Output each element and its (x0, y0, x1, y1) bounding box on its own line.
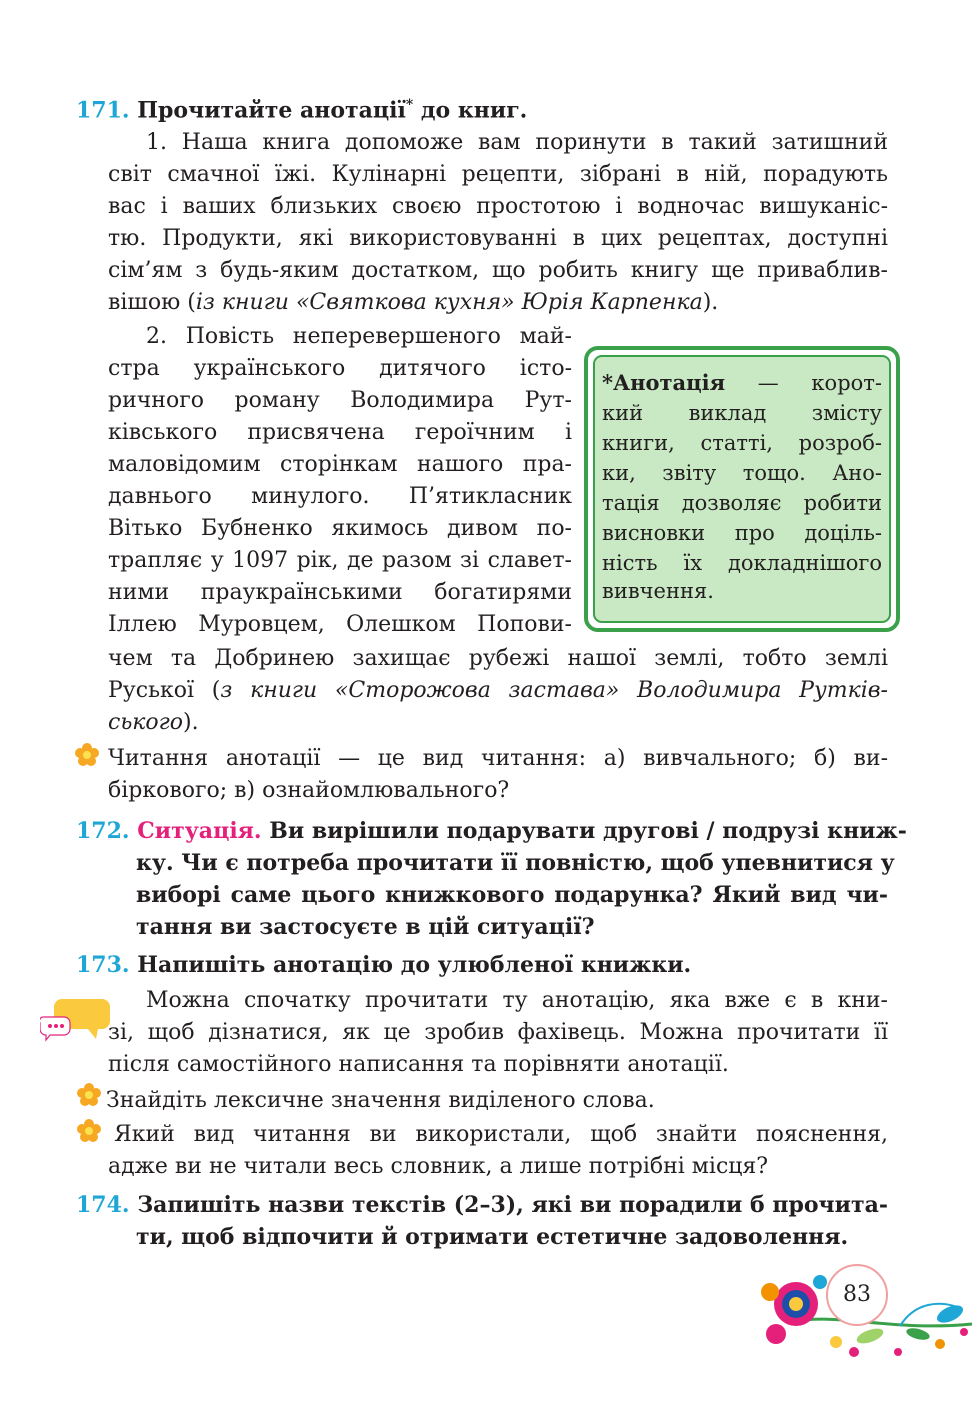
book-source: ського (108, 710, 184, 735)
paragraph-line-source-end (108, 707, 199, 739)
book-source: із книги «Святкова кухня» Юрія Карпенка (195, 290, 703, 315)
paragraph-line: Іллею Муровцем, Олешком Попови- (108, 612, 572, 637)
paragraph-line: маловідомим сторінкам нашого пра- (108, 452, 572, 477)
exercise-number: 171. (76, 97, 130, 124)
paragraph-line: ними праукраїнськими богатирями (108, 580, 572, 605)
note-line: висновки про доціль- (602, 521, 882, 545)
exercise-task: Прочитайте анотації (137, 97, 406, 124)
exercise-task-end: до книг. (413, 97, 528, 124)
note-term: *Анотація (602, 370, 726, 395)
paragraph-line-source (108, 287, 718, 319)
note-line: ність їх докладнішого (602, 551, 882, 575)
text: Ви вирішили подарувати другові / подрузі книж- (269, 818, 907, 844)
exercise-174-line: ти, щоб відпочити й отримати естетичне задоволення. (136, 1224, 849, 1250)
note-line: книги, статті, розроб- (602, 431, 882, 455)
exercise-number: 174. (76, 1192, 130, 1218)
text: — корот- (725, 371, 882, 395)
footnote-mark: * (405, 97, 414, 113)
exercise-171-heading (76, 89, 527, 126)
paragraph-line: трапляє у 1097 рік, де разом зі славет- (108, 548, 572, 573)
question-line: Знайдіть лексичне значення виділеного слова. (106, 1088, 655, 1113)
text: вішою ( (108, 290, 196, 315)
paragraph-line: світ смачної їжі. Кулінарні рецепти, зібрані в ній, порадують (108, 162, 888, 187)
flower-icon (76, 1118, 102, 1144)
note-line: ки, звіту тощо. Ано- (602, 461, 882, 485)
exercise-172-line: виборі саме цього книжкового подарунка? Який вид чи- (136, 882, 888, 908)
text: Запишіть назви текстів (2–3), які ви порадили б прочита- (137, 1192, 888, 1218)
exercise-172-line: тання ви застосуєте в цій ситуації? (136, 914, 595, 940)
paragraph-line: 1. Наша книга допоможе вам поринути в такий затишний (146, 130, 888, 155)
text: Руської ( (108, 678, 221, 703)
paragraph-line: ківського присвячена героїчним і (108, 420, 572, 445)
paragraph-line: давнього минулого. П’ятикласник (108, 484, 572, 509)
note-line: тація дозволяє робити (602, 491, 882, 515)
flower-icon (74, 742, 100, 768)
paragraph-line: тю. Продукти, які використовуванні в цих рецептах, доступні (108, 226, 888, 251)
paragraph-line: зі, щоб дізнатися, як це зробив фахівець. Можна прочитати її (108, 1020, 888, 1045)
question-line: біркового; в) ознайомлювального? (108, 778, 510, 803)
paragraph-line: після самостійного написання та порівняти анотації. (108, 1052, 729, 1077)
exercise-number: 172. (76, 818, 130, 844)
paragraph-line: 2. Повість неперевершеного май- (146, 324, 572, 349)
exercise-task: Напишіть анотацію до улюбленої книжки. (137, 952, 692, 978)
question-line: Який вид читання ви використали, щоб знайти пояснення, (114, 1122, 888, 1147)
paragraph-line: чем та Добринею захищає рубежі нашої землі, тобто землі (108, 646, 888, 671)
question-line: адже ви не читали весь словник, а лише потрібні місця? (108, 1154, 769, 1179)
flower-icon (76, 1082, 102, 1108)
situation-label: Ситуація. (137, 818, 262, 844)
note-line: вивчення. (602, 579, 714, 603)
exercise-number: 173. (76, 952, 130, 978)
text: ). (183, 710, 199, 735)
note-line: кий виклад змісту (602, 401, 882, 425)
paragraph-line: Вітько Бубненко якимось дивом по- (108, 516, 572, 541)
paragraph-line: ричного роману Володимира Рут- (108, 388, 572, 413)
paragraph-line: вас і ваших близьких своєю простотою і водночас вишуканіс- (108, 194, 888, 219)
exercise-172-line: ку. Чи є потреба прочитати її повністю, щоб упевнитися у (136, 850, 895, 876)
paragraph-line: стра українського дитячого істо- (108, 356, 572, 381)
paragraph-line-source (108, 675, 888, 707)
exercise-172-line (76, 815, 907, 847)
speech-bubbles-icon (40, 995, 112, 1043)
paragraph-line: сім’ям з будь-яким достатком, що робить книгу ще приваблив- (108, 258, 888, 283)
note-line (602, 368, 882, 398)
question-line: Читання анотації — це вид читання: а) вивчального; б) ви- (108, 746, 888, 771)
exercise-174-line (76, 1189, 888, 1221)
exercise-173-heading (76, 949, 691, 981)
text: ). (702, 290, 719, 315)
page-number: 83 (826, 1264, 888, 1326)
book-source: з книги «Сторожова застава» Володимира Руткiв- (220, 678, 888, 703)
paragraph-line: Можна спочатку прочитати ту анотацію, яка вже є в кни- (146, 988, 888, 1013)
